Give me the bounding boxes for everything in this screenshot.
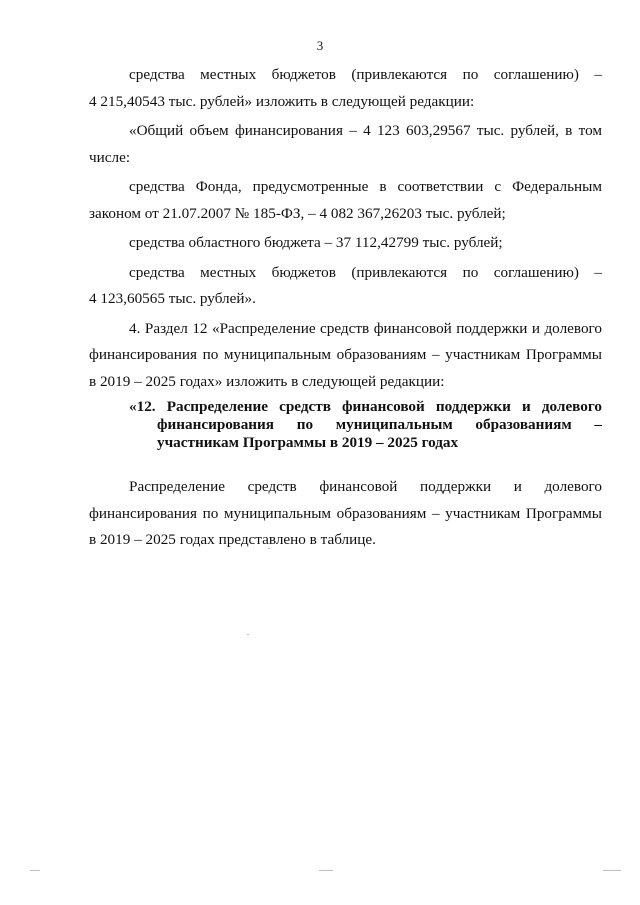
paragraph-local-budgets-old-line1: средства местных бюджетов (привлекаются по соглашению) – xyxy=(129,66,602,83)
paragraph-local-budgets-old-line2: 4 215,40543 тыс. рублей» изложить в следующей редакции: xyxy=(89,92,475,110)
heading-line-1: «12. Распределение средств финансовой поддержки и долевого xyxy=(129,398,602,415)
page-number: 3 xyxy=(316,38,324,53)
paragraph-total-financing: «Общий объем финансирования – 4 123 603,29567 тыс. рублей, в том числе: xyxy=(89,122,602,166)
section-12-heading xyxy=(129,398,602,452)
heading-line-2: финансирования по муниципальным образованиям – xyxy=(157,416,602,433)
paragraph-distribution-table-intro: Распределение средств финансовой поддержки и долевого финансирования по муниципальным образованиям – участникам Программы в 2019 – 2025 годах представлено в таблице. xyxy=(89,478,602,548)
document-body xyxy=(89,62,602,554)
scan-speck xyxy=(30,870,40,871)
scan-speck xyxy=(268,548,270,549)
scan-speck xyxy=(247,634,249,635)
scan-speck xyxy=(603,870,621,871)
paragraph-regional-budget: средства областного бюджета – 37 112,42799 тыс. рублей; xyxy=(129,234,503,251)
paragraph-local-budgets-new-line2: 4 123,60565 тыс. рублей». xyxy=(89,290,256,307)
scan-speck xyxy=(319,870,333,871)
paragraph-section-12-amendment: 4. Раздел 12 «Распределение средств финансовой поддержки и долевого финансирования по муниципальным образованиям – участникам Программы в 2019 – 2025 годах» изложить в следующей редакции: xyxy=(89,319,602,390)
paragraph-fund-means: средства Фонда, предусмотренные в соответствии с Федеральным законом от 21.07.2007 № 185-ФЗ, – 4 082 367,26203 тыс. рублей; xyxy=(89,178,602,222)
paragraph-local-budgets-new-line1: средства местных бюджетов (привлекаются по соглашению) – xyxy=(129,263,602,281)
heading-line-3: участникам Программы в 2019 – 2025 годах xyxy=(157,434,459,451)
